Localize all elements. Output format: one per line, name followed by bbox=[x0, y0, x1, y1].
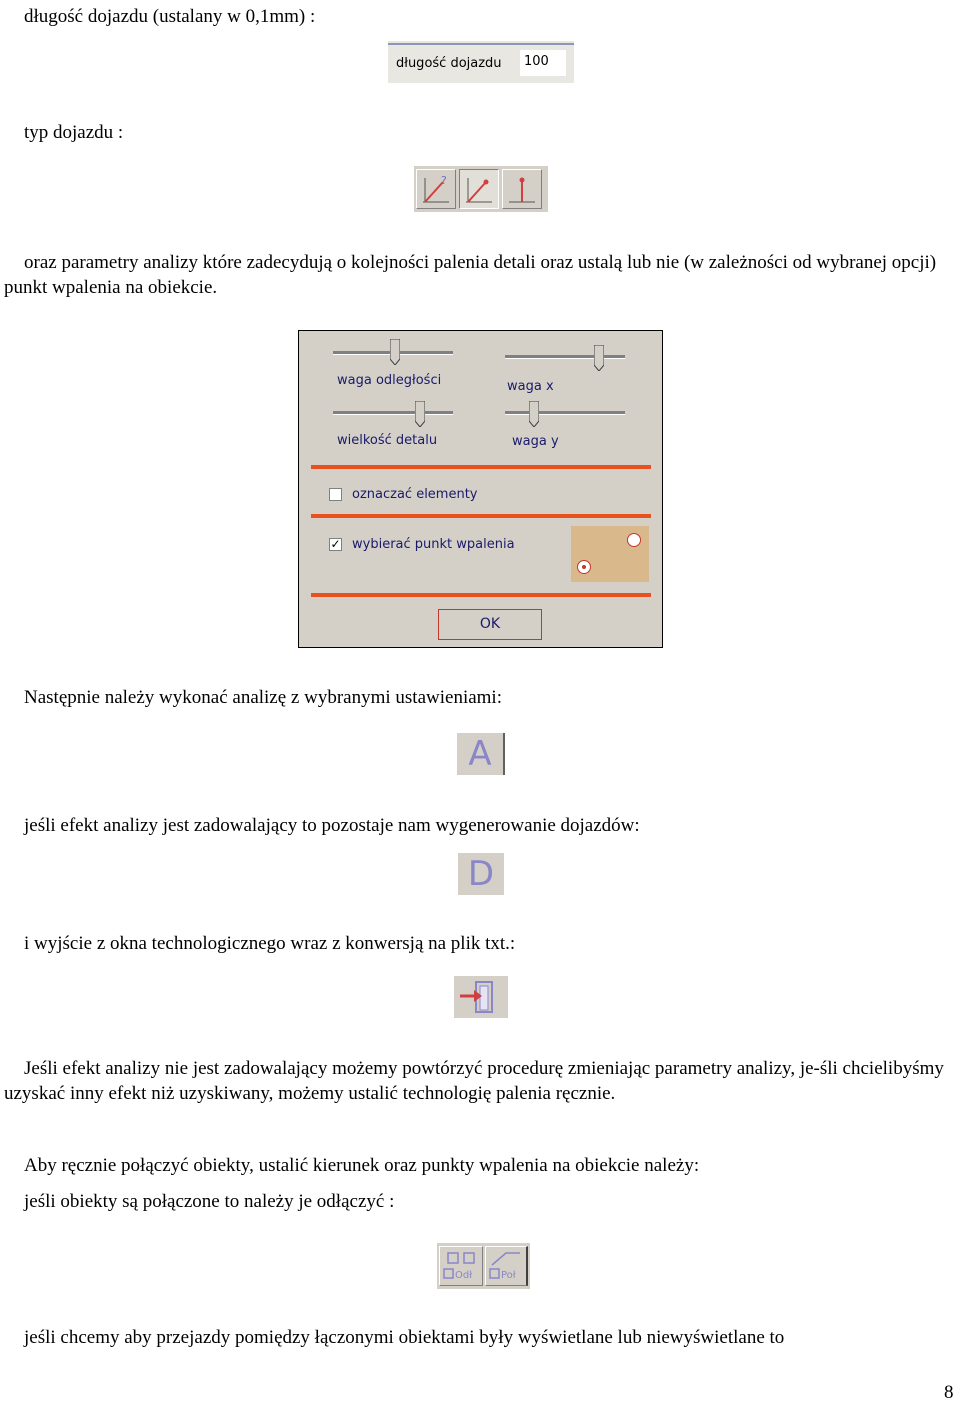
choose-pierce-point-checkbox[interactable]: ✓ bbox=[330, 537, 341, 551]
pierce-point-selector bbox=[571, 526, 649, 582]
page-number: 8 bbox=[944, 1382, 954, 1403]
mark-elements-checkbox[interactable] bbox=[329, 488, 342, 501]
svg-text:?: ? bbox=[441, 174, 447, 187]
disconnect-text: jeśli obiekty są połączone to należy je odłączyć : bbox=[24, 1191, 395, 1212]
leadin-type-button-line[interactable] bbox=[459, 169, 499, 209]
section-divider-3 bbox=[311, 593, 651, 597]
connect-icon bbox=[486, 1247, 528, 1287]
connect-label: Poł bbox=[501, 1270, 516, 1281]
exit-convert-text: i wyjście z okna technologicznego wraz z konwersją na plik txt.: bbox=[24, 933, 516, 954]
disconnect-button[interactable] bbox=[439, 1246, 483, 1286]
leadin-length-field-screenshot bbox=[388, 41, 574, 83]
y-weight-thumb[interactable] bbox=[529, 401, 539, 427]
detail-size-track bbox=[333, 411, 453, 415]
section-divider-2 bbox=[311, 514, 651, 518]
analyze-icon: A bbox=[468, 734, 492, 774]
generate-leadins-icon: D bbox=[467, 854, 495, 894]
analysis-params-paragraph: oraz parametry analizy które zadecydują o kolejności palenia detali oraz ustalą lub nie (w zależności od wybranej opcji) punkt wpalenia na obiekcie. bbox=[4, 252, 937, 298]
leadin-type-button-perpendicular[interactable] bbox=[502, 169, 542, 209]
distance-weight-label: waga odległości bbox=[337, 373, 442, 388]
show-transitions-text: jeśli chcemy aby przejazdy pomiędzy łączonymi obiektami były wyświetlane lub niewyświetlane to bbox=[24, 1327, 785, 1348]
perpendicular-leadin-icon bbox=[503, 170, 541, 208]
pierce-point-radio-inner[interactable] bbox=[577, 560, 591, 574]
leadin-length-value: 100 bbox=[524, 54, 549, 69]
y-weight-label: waga y bbox=[512, 434, 559, 449]
generate-leadins-text: jeśli efekt analizy jest zadowalający to pozostaje nam wygenerowanie dojazdów: bbox=[24, 815, 640, 836]
analyze-button[interactable] bbox=[457, 733, 505, 775]
detail-size-label: wielkość detalu bbox=[337, 433, 438, 448]
leadin-length-text: długość dojazdu (ustalany w 0,1mm) : bbox=[24, 6, 316, 27]
leadin-length-input[interactable] bbox=[520, 50, 566, 76]
section-divider-1 bbox=[311, 465, 651, 469]
exit-door-icon bbox=[454, 976, 508, 1018]
generate-leadins-button[interactable] bbox=[458, 853, 504, 895]
leadin-type-text: typ dojazdu : bbox=[24, 122, 124, 143]
mark-elements-label: oznaczać elementy bbox=[352, 487, 478, 502]
x-weight-label: waga x bbox=[507, 379, 554, 394]
leadin-length-label: długość dojazdu bbox=[396, 56, 502, 71]
pierce-point-radio-outer[interactable] bbox=[627, 533, 641, 547]
disconnect-icon bbox=[440, 1247, 484, 1287]
analysis-settings-panel bbox=[298, 330, 663, 648]
leadin-type-button-angled[interactable] bbox=[416, 169, 456, 209]
y-weight-track bbox=[505, 411, 625, 415]
connect-button[interactable] bbox=[485, 1246, 528, 1286]
leadin-type-toolbar bbox=[414, 166, 548, 212]
x-weight-track bbox=[505, 355, 625, 359]
choose-pierce-point-label: wybierać punkt wpalenia bbox=[352, 537, 515, 552]
detail-size-thumb[interactable] bbox=[415, 401, 425, 427]
field-divider bbox=[388, 43, 574, 45]
exit-convert-button[interactable] bbox=[454, 976, 508, 1018]
ok-button[interactable]: OK bbox=[438, 609, 542, 640]
repeat-analysis-paragraph: Jeśli efekt analizy nie jest zadowalający możemy powtórzyć procedurę zmieniając parametry analizy, je-śli chcielibyśmy uzyskać inny efekt niż uzyskiwany, możemy ustalić technologię palenia ręcznie. bbox=[4, 1058, 944, 1104]
disconnect-label: Odł bbox=[455, 1270, 473, 1281]
angled-leadin-icon bbox=[417, 170, 455, 208]
connect-toolbar bbox=[437, 1243, 530, 1289]
x-weight-thumb[interactable] bbox=[594, 345, 604, 371]
run-analysis-text: Następnie należy wykonać analizę z wybranymi ustawieniami: bbox=[24, 687, 502, 708]
line-leadin-icon bbox=[460, 170, 498, 208]
distance-weight-thumb[interactable] bbox=[390, 339, 400, 365]
manual-connect-text: Aby ręcznie połączyć obiekty, ustalić kierunek oraz punkty wpalenia na obiekcie należy: bbox=[24, 1155, 700, 1176]
